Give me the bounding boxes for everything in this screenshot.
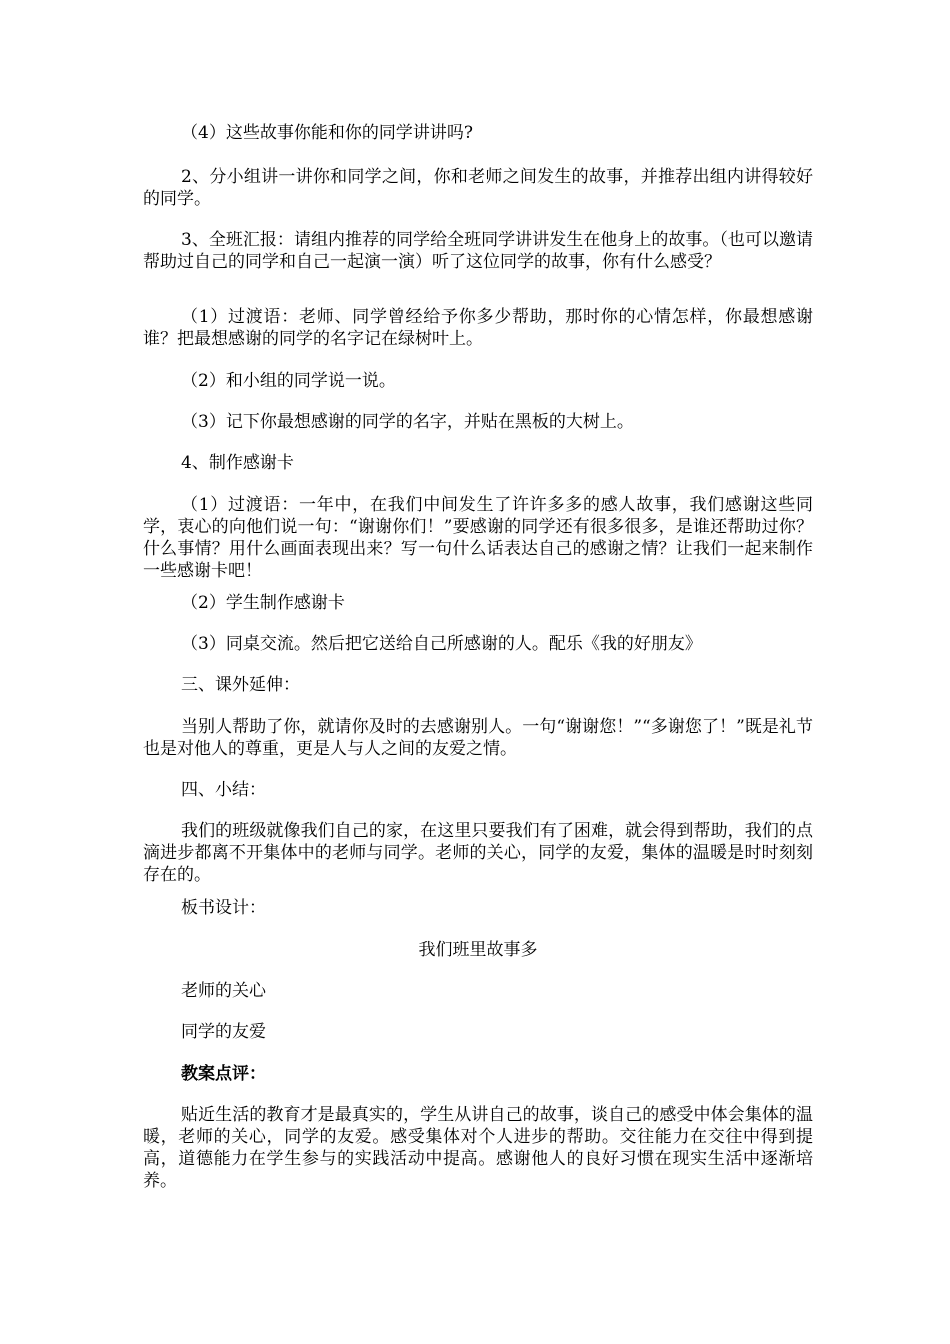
paragraph-class-report: 3、全班汇报：请组内推荐的同学给全班同学讲讲发生在他身上的故事。（也可以邀请帮助过自己的同学和自己一起演一演）听了这位同学的故事，你有什么感受？ bbox=[143, 230, 813, 272]
paragraph-group-storytelling: 2、分小组讲一讲你和同学之间，你和老师之间发生的故事，并推荐出组内讲得较好的同学。 bbox=[143, 167, 813, 209]
paragraph-group-talk: （2）和小组的同学说一说。 bbox=[181, 371, 396, 391]
section-heading-review: 教案点评： bbox=[181, 1064, 266, 1084]
section-heading-extension: 三、课外延伸： bbox=[181, 675, 300, 695]
paragraph-write-names: （3）记下你最想感谢的同学的名字，并贴在黑板的大树上。 bbox=[181, 412, 634, 432]
paragraph-card-transition: （1）过渡语：一年中，在我们中间发生了许许多多的感人故事，我们感谢这些同学，衷心的向他们说一句：“谢谢你们！”要感谢的同学还有很多很多，是谁还帮助过你？什么事情？用什么画面表现出来？写一句什么话表达自己的感谢之情？让我们一起来制作一些感谢卡吧！ bbox=[143, 495, 813, 581]
section-heading-summary: 四、小结： bbox=[181, 780, 266, 800]
section-heading-board-design: 板书设计： bbox=[181, 898, 266, 918]
paragraph-make-cards: （2）学生制作感谢卡 bbox=[181, 593, 345, 613]
paragraph-extension-text: 当别人帮助了你，就请你及时的去感谢别人。一句“谢谢您！”“多谢您了！”既是礼节也是对他人的尊重，更是人与人之间的友爱之情。 bbox=[143, 717, 813, 759]
board-title: 我们班里故事多 bbox=[418, 940, 538, 960]
paragraph-step-4-question: （4）这些故事你能和你的同学讲讲吗? bbox=[181, 123, 473, 143]
paragraph-transition-thanks: （1）过渡语：老师、同学曾经给予你多少帮助，那时你的心情怎样，你最想感谢谁？把最想感谢的同学的名字记在绿树叶上。 bbox=[143, 307, 813, 349]
paragraph-summary-text: 我们的班级就像我们自己的家，在这里只要我们有了困难，就会得到帮助，我们的点滴进步都离不开集体中的老师与同学。老师的关心，同学的友爱，集体的温暖是时时刻刻存在的。 bbox=[143, 821, 813, 885]
paragraph-review-text: 贴近生活的教育才是最真实的，学生从讲自己的故事，谈自己的感受中体会集体的温暖，老师的关心，同学的友爱。感受集体对个人进步的帮助。交往能力在交往中得到提高，道德能力在学生参与的实践活动中提高。感谢他人的良好习惯在现实生活中逐渐培养。 bbox=[143, 1105, 813, 1191]
board-item-teacher-care: 老师的关心 bbox=[181, 981, 266, 1001]
section-heading-thank-card: 4、制作感谢卡 bbox=[181, 453, 294, 473]
board-item-classmate-love: 同学的友爱 bbox=[181, 1022, 266, 1042]
paragraph-desk-exchange: （3）同桌交流。然后把它送给自己所感谢的人。配乐《我的好朋友》 bbox=[181, 634, 702, 654]
